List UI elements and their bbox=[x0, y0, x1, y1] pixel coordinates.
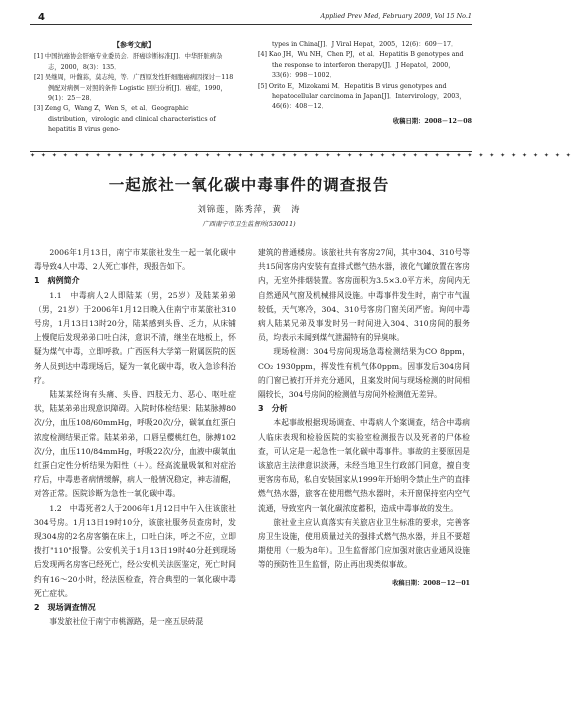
reference-item: [1] 中国抗癌协会肝癌专业委员会．肝癌诊断标准[J]．中华肝脏病杂志，2000，8(3)：135． bbox=[34, 53, 223, 71]
body-paragraph: 现场检测：304号房间现场急毒检测结果为CO 8ppm，CO₂ 1930ppm，挥发性有机气体0ppm。因事发后304房间的门窗已被打开并充分通风，且案发时间与现场检测的时间相隔较长，304号房间的检测值与房间外检测值无差异。 bbox=[258, 347, 470, 400]
section-heading: 3 分析 bbox=[258, 404, 288, 414]
received-date: 收稿日期：2008－12－08 bbox=[392, 117, 472, 125]
body-right-column bbox=[258, 246, 470, 591]
article-title: 一起旅社一氧化碳中毒事件的调查报告 bbox=[108, 176, 390, 194]
running-header: Applied Prev Med, February 2009, Vol 15 No.1 bbox=[320, 12, 472, 20]
reference-item: [5] Orito E，Mizokami M．Hepatitis B virus genotypes and hepatocellular carcinoma in Japan[J]．Intervirology，2003，46(6)：408－12． bbox=[258, 82, 466, 111]
received-date: 收稿日期：2008－12－01 bbox=[392, 579, 470, 587]
references-left-column bbox=[34, 40, 234, 136]
star-divider: ✦ ✦ ✦ ✦ ✦ ✦ ✦ ✦ ✦ ✦ ✦ ✦ ✦ ✦ ✦ ✦ ✦ ✦ ✦ ✦ ✦ ✦ ✦ ✦ ✦ ✦ ✦ ✦ ✦ ✦ ✦ ✦ ✦ ✦ ✦ ✦ ✦ ✦ ✦ ✦ ✦ ✦ ✦ ✦ ✦ ✦ ✦ ✦ ✦ ✦ bbox=[30, 152, 573, 159]
section-heading: 2 现场调查情况 bbox=[34, 603, 96, 613]
body-paragraph: 1.1 中毒病人2人即陆某（男，25岁）及陆某弟弟（男，21岁）于2006年1月12日晚入住南宁市某旅社310号房，1月13日13时20分，陆某感到头昏、乏力，从床铺上慢爬后发现弟弟口吐白沫，意识不清，继坐在地板上，怀疑为煤气中毒，立即呼救。广西医科大学第一附属医院的医务人员到达中毒现场后，疑为一氧化碳中毒，收入急诊科治疗。 bbox=[34, 290, 236, 385]
reference-item: [4] Kao JH，Wu NH，Chen PJ，et al．Hepatitis B genotypes and the response to interferon therapy[J]．J Hepatol，2000，33(6)：998－1002． bbox=[258, 51, 464, 80]
references-heading: 【参考文献】 bbox=[113, 40, 155, 49]
reference-item: [3] Zeng G，Wang Z，Wen S，et al．Geographic distribution，virologic and clinical characteristics of hepatitis B virus geno- bbox=[34, 105, 216, 134]
body-paragraph: 旅社业主应认真落实有关旅店业卫生标准的要求，完善客房卫生设施，使用质量过关的强排式燃气热水器，并且不要超期使用（一般为8年）。卫生监督部门应加强对旅店业通风设施等的预防性卫生监督，防止再出现类似事故。 bbox=[258, 517, 470, 570]
intro-paragraph: 2006年1月13日，南宁市某旅社发生一起一氧化碳中毒导致4人中毒、2人死亡事件，现报告如下。 bbox=[34, 248, 236, 272]
body-paragraph: 陆某某经询有头痛、头昏、四肢无力、恶心、呕吐症状，陆某弟弟出现意识障碍。入院时体检结果：陆某脉搏80次/分，血压108/60mmHg，呼吸20次/分，碳氧血红蛋白浓度检测结果正常。陆某弟弟，口唇呈樱桃红色，脉搏102次/分，血压110/84mmHg，呼吸22次/分，血液中碳氧血红蛋白定性分析结果为阳性（＋）。经高流量吸氧和对症治疗后，中毒患者病情缓解，病人一般情况稳定，神志清醒，对答正常。医院诊断为急性一氧化碳中毒。 bbox=[34, 390, 236, 499]
header-rule bbox=[30, 24, 472, 25]
section-heading: 1 病例简介 bbox=[34, 276, 80, 286]
body-paragraph: 事发旅社位于南宁市桃源路，是一座五层砖混 bbox=[49, 617, 204, 627]
page-number: 4 bbox=[38, 12, 45, 23]
body-paragraph-continued: 建筑的普通楼房。该旅社共有客房27间，其中304、310号等共15间客房内安装有直排式燃气热水器，液化气罐放置在客房内，无室外排烟装置。客房面积为3.5×3.0平方米，房间内无自然通风气窗及机械排风设施。中毒事件发生时，南宁市气温较低，天气寒冷，304、310号客房门窗关闭严密。询问中毒病人陆某兄弟及事发时另一时间进入304、310房间的服务员，均表示未闻到煤气泄漏特有的异臭味。 bbox=[258, 248, 470, 343]
body-paragraph: 1.2 中毒死者2人于2006年1月12日中午入住该旅社304号房。1月13日19时10分，该旅社服务员查房时，发现304房的2名房客躺在床上，口吐白沫，呼之不应，立即拨打"110"报警。公安机关于1月13日19时40分赶到现场后发现两名房客已经死亡，经公安机关法医鉴定，死亡时间约有16～20小时，经法医检查，符合典型的一氧化碳中毒死亡症状。 bbox=[34, 503, 236, 598]
body-left-column bbox=[34, 246, 236, 629]
body-paragraph: 本起事故根据现场调查、中毒病人个案调查，结合中毒病人临床表现和检验医院的实验室检测报告以及死者的尸体检查，可认定是一起急性一氧化碳中毒事件。事故的主要原因是该旅店主法律意识淡薄，未经当地卫生行政部门同意，擅自变更客房布局，私自安装国家从1999年开始明令禁止生产的直排燃气热水器，旅客在使用燃气热水器时，未开窗保持室内空气流通，导致室内一氧化碳浓度蓄积，造成中毒事故的发生。 bbox=[258, 418, 470, 513]
reference-item: [2] 吴继周，叶馥荪，莫志纯，等．广西原发性肝细胞癌病因探讨－118例配对病例－对照的条件 Logistic 回归分析[J]．癌症，1990，9(1)：25－28． bbox=[34, 74, 234, 103]
article-affiliation: 广西南宁市卫生监督所(530011) bbox=[202, 220, 296, 228]
references-right-column bbox=[258, 40, 472, 127]
reference-item-continued: types in China[J]．J Viral Hepat，2005，12(6)：609－17． bbox=[272, 41, 458, 48]
article-authors: 刘锦莲，陈秀萍，黄 涛 bbox=[197, 204, 301, 214]
